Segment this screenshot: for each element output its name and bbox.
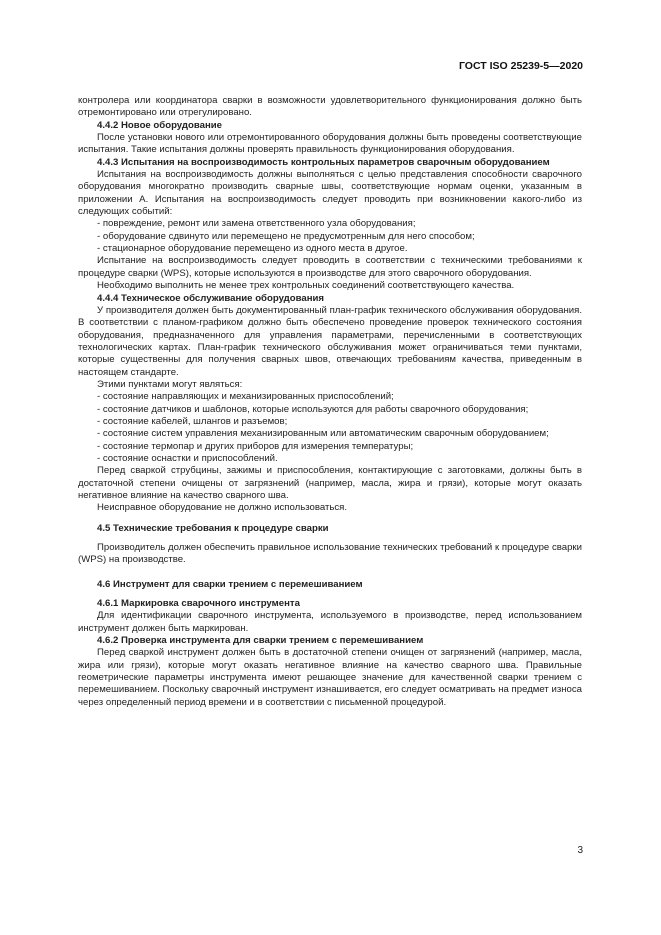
list-item: - состояние кабелей, шлангов и разъемов;	[97, 415, 288, 427]
heading-4-6-1: 4.6.1 Маркировка сварочного инструмента	[97, 598, 300, 610]
paragraph: Испытание на воспроизводимость следует проводить в соответствии с техническими требованиями к процедуре сварки (WPS), которые используются в производстве для этого сварочного оборудования.	[78, 255, 582, 279]
paragraph: Этими пунктами могут являться:	[97, 378, 243, 390]
paragraph: Для идентификации сварочного инструмента, используемого в производстве, перед использованием инструмент должен быть маркирован.	[78, 610, 582, 634]
paragraph: У производителя должен быть документированный план-график технического обслуживания оборудования. В соответствии с планом-графиком должно быть обеспечено проведение проверок технического состояния оборудования, предназначенного для управления параметрами, перечисленными в соответствующих технологических картах. План-график технического обслуживания может ограничиваться теми пунктами, которые существенны для получения сварных швов, отвечающих требованиям качества, приведенным в настоящем стандарте.	[78, 304, 582, 378]
heading-4-5: 4.5 Технические требования к процедуре сварки	[97, 522, 329, 534]
list-item: - стационарное оборудование перемещено из одного места в другое.	[97, 243, 408, 255]
heading-4-6-2: 4.6.2 Проверка инструмента для сварки трением с перемешиванием	[97, 635, 424, 647]
paragraph: Неисправное оборудование не должно использоваться.	[97, 502, 348, 514]
paragraph: Необходимо выполнить не менее трех контрольных соединений соответствующего качества.	[97, 280, 515, 292]
intro-paragraph: контролера или координатора сварки в возможности удовлетворительного функционирования должно быть отремонтировано или отрегулировано.	[78, 95, 582, 119]
list-item: - состояние направляющих и механизированных приспособлений;	[97, 391, 394, 403]
paragraph: Производитель должен обеспечить правильное использование технических требований к процедуре сварки (WPS) на производстве.	[78, 542, 582, 566]
list-item: - повреждение, ремонт или замена ответственного узла оборудования;	[97, 218, 416, 230]
list-item: - оборудование сдвинуто или перемещено не предусмотренным для него способом;	[97, 230, 475, 242]
heading-4-4-2: 4.4.2 Новое оборудование	[97, 119, 222, 131]
paragraph: Перед сваркой струбцины, зажимы и приспособления, контактирующие с заготовками, должны быть в достаточной степени очищены от загрязнений (например, масла, жира и грязи), которые могут оказать негативное влияние на качество сварного шва.	[78, 465, 582, 501]
paragraph: Испытания на воспроизводимость должны выполняться с целью представления способности сварочного оборудования многократно производить сварные швы, соответствующие нормам оценки, указанным в приложении А. Испытания на воспроизводимость следует проводить при возникновении какого-либо из следующих событий:	[78, 169, 582, 218]
list-item: - состояние термопар и других приборов для измерения температуры;	[97, 440, 414, 452]
list-item: - состояние оснастки и приспособлений.	[97, 452, 278, 464]
heading-4-4-4: 4.4.4 Техническое обслуживание оборудования	[97, 292, 325, 304]
heading-4-4-3: 4.4.3 Испытания на воспроизводимость контрольных параметров сварочным оборудованием	[97, 156, 550, 168]
list-item: - состояние датчиков и шаблонов, которые используются для работы сварочного оборудования;	[97, 403, 529, 415]
document-body	[78, 95, 582, 709]
page-number: 3	[577, 845, 583, 856]
list-item: - состояние систем управления механизированным или автоматическим сварочным оборудованием;	[97, 428, 549, 440]
heading-4-6: 4.6 Инструмент для сварки трением с перемешиванием	[97, 578, 363, 590]
document-code: ГОСТ ISO 25239-5—2020	[458, 60, 583, 72]
paragraph: Перед сваркой инструмент должен быть в достаточной степени очищен от загрязнений (например, масла, жира или грязи), которые могут оказать негативное влияние на качество сварного шва. Правильные геометрические параметры инструмента имеют решающее значение для качественной сварки трением с перемешиванием. Поскольку сварочный инструмент изнашивается, его следует осматривать на предмет износа через определенный период времени и в соответствии с письменной процедурой.	[78, 647, 582, 708]
paragraph: После установки нового или отремонтированного оборудования должны быть проведены соответствующие испытания. Такие испытания должны проверять правильность функционирования оборудования.	[78, 132, 582, 156]
